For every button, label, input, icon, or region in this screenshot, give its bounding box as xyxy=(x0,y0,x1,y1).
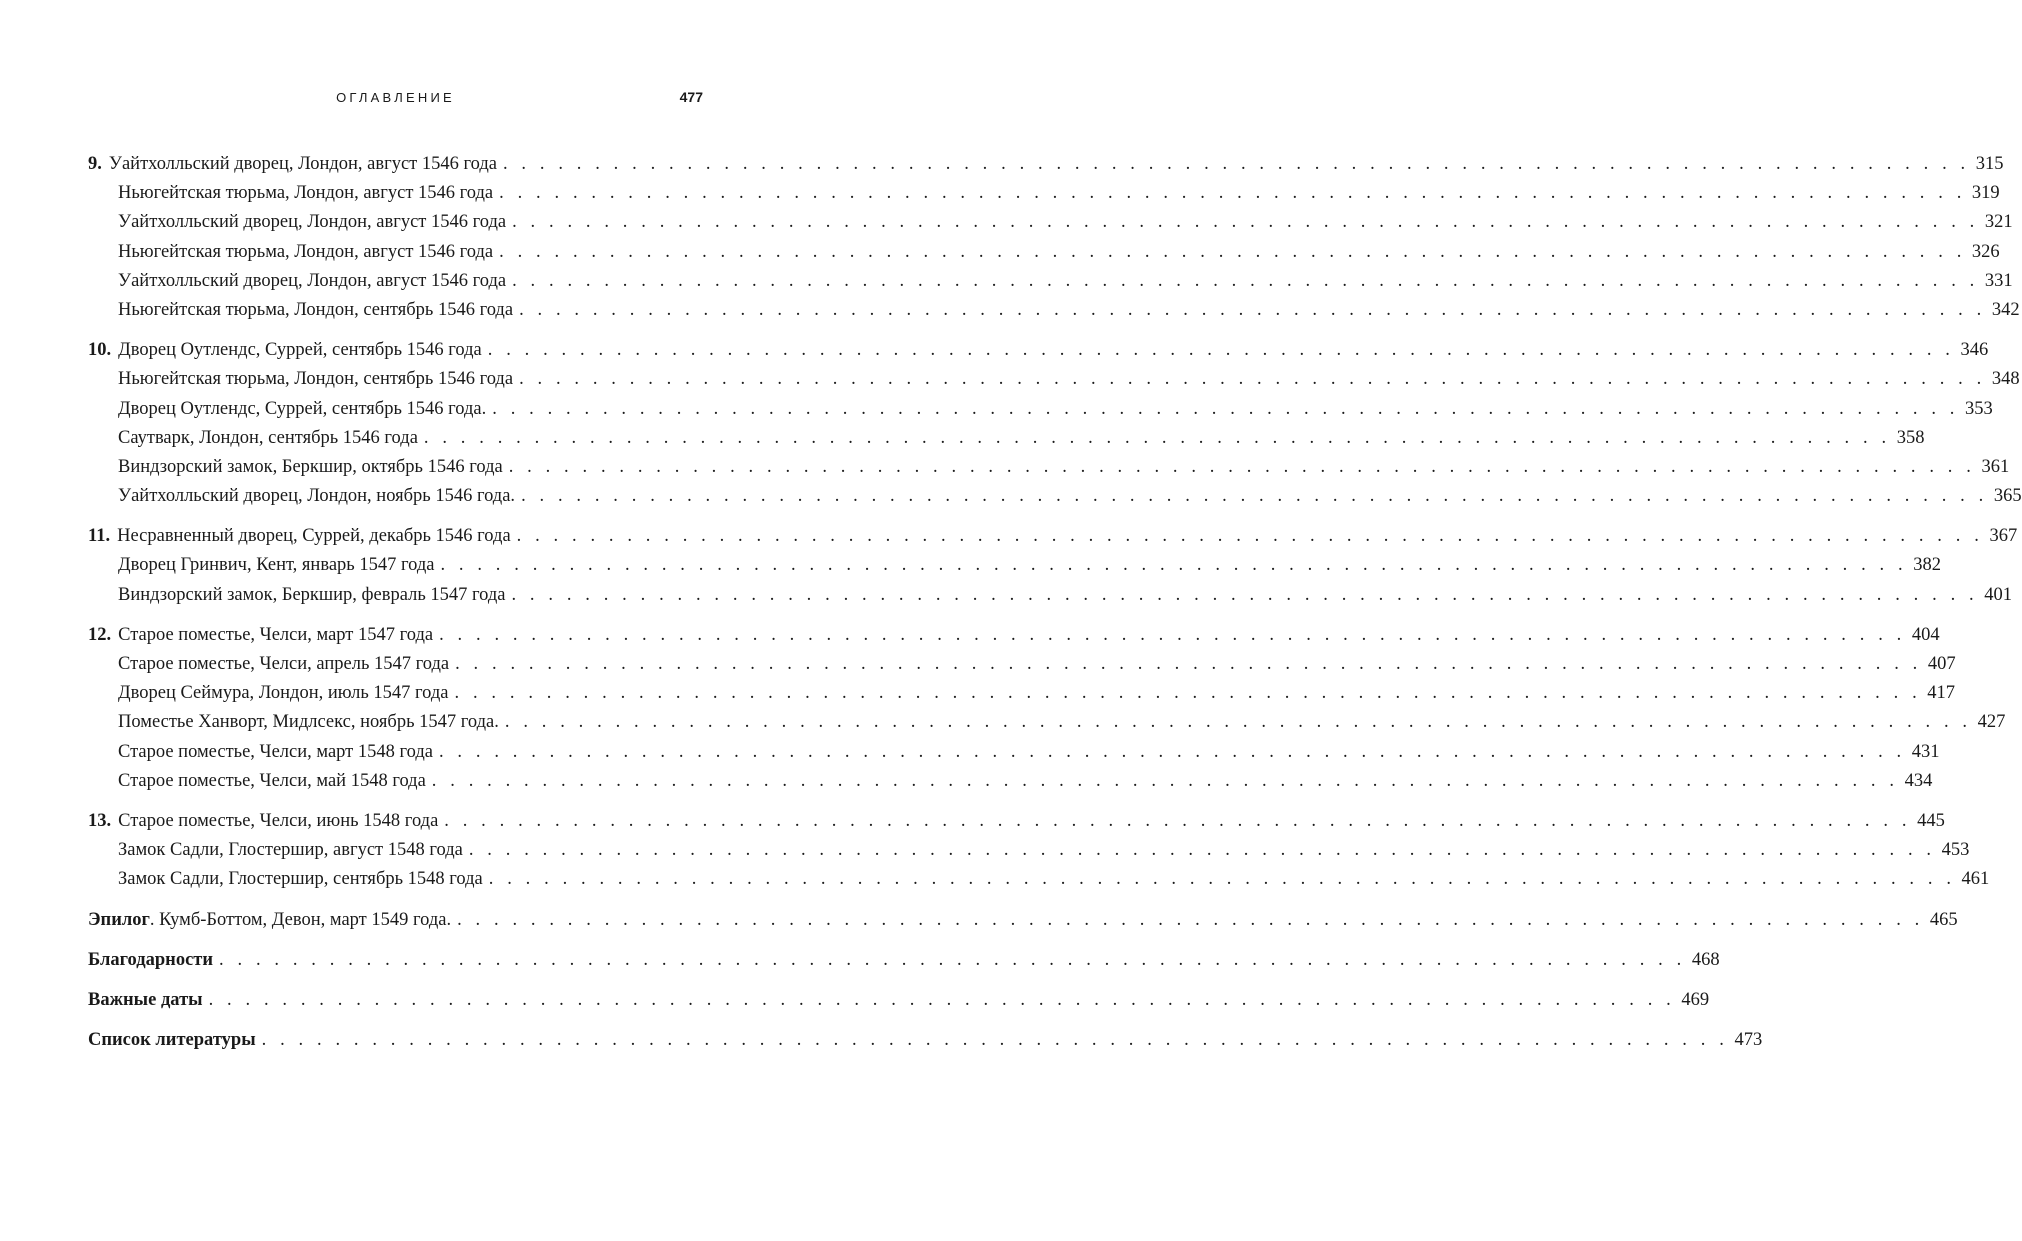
entry-label: Виндзорский замок, Беркшир, октябрь 1546 года xyxy=(118,456,503,477)
chapter-group xyxy=(88,150,2020,325)
dot-leader: . . . . . . . . . . . . . . . . . . . . . . . . . . . . . . . . . . . . . . . . . . . . . . . . . . . . . . . . . . . . . . . . . . . . . . . . . . . . . . . . xyxy=(521,486,1988,507)
entry-label: Старое поместье, Челси, апрель 1547 года xyxy=(118,654,450,674)
entry-page-number: 407 xyxy=(1927,654,1956,674)
dot-leader: . . . . . . . . . . . . . . . . . . . . . . . . . . . . . . . . . . . . . . . . . . . . . . . . . . . . . . . . . . . . . . . . . . . . . . . . . . . . . . . . xyxy=(492,398,1960,419)
subchapter-entry[interactable] xyxy=(88,179,2000,208)
dot-leader: . . . . . . . . . . . . . . . . . . . . . . . . . . . . . . . . . . . . . . . . . . . . . . . . . . . . . . . . . . . . . . . . . . . . . . . . . . . . . . . . xyxy=(499,183,1966,204)
dot-leader: . . . . . . . . . . . . . . . . . . . . . . . . . . . . . . . . . . . . . . . . . . . . . . . . . . . . . . . . . . . . . . . . . . . . . . . . . . . . . . . . xyxy=(439,624,1906,645)
subchapter-entry[interactable] xyxy=(88,296,2020,325)
entry-page-number: 382 xyxy=(1913,555,1941,576)
dot-leader: . . . . . . . . . . . . . . . . . . . . . . . . . . . . . . . . . . . . . . . . . . . . . . . . . . . . . . . . . . . . . . . . . . . . . . . . . . . . . . . . xyxy=(519,369,1986,390)
subchapter-entry[interactable] xyxy=(88,395,1993,424)
subchapter-entry[interactable] xyxy=(88,708,2006,737)
entry-label: Уайтхолльский дворец, Лондон, август 1546 года xyxy=(108,154,497,174)
dot-leader: . . . . . . . . . . . . . . . . . . . . . . . . . . . . . . . . . . . . . . . . . . . . . . . . . . . . . . . . . . . . . . . . . . . . . . . . . . . . . . . . xyxy=(457,909,1924,930)
dot-leader: . . . . . . . . . . . . . . . . . . . . . . . . . . . . . . . . . . . . . . . . . . . . . . . . . . . . . . . . . . . . . . . . . . . . . . . . . . . . . . . . xyxy=(508,456,1976,477)
subchapter-entry[interactable] xyxy=(88,267,2013,296)
chapter-group xyxy=(88,807,1990,895)
entry-page-number: 417 xyxy=(1927,683,1956,704)
dot-leader: . . . . . . . . . . . . . . . . . . . . . . . . . . . . . . . . . . . . . . . . . . . . . . . . . . . . . . . . . . . . . . . . . . . . . . . . . . . . . . . . xyxy=(440,555,1908,576)
entry-page-number: 321 xyxy=(1984,212,2013,233)
entry-page-number: 342 xyxy=(1991,299,2020,320)
back-matter-group xyxy=(88,986,1710,1015)
dot-leader: . . . . . . . . . . . . . . . . . . . . . . . . . . . . . . . . . . . . . . . . . . . . . . . . . . . . . . . . . . . . . . . . . . . . . . . . . . . . . . . . xyxy=(468,840,1936,861)
subchapter-entry[interactable] xyxy=(88,238,2000,267)
page-header xyxy=(88,90,703,110)
chapter-number: 9. xyxy=(88,154,102,174)
entry-page-number: 445 xyxy=(1917,810,1945,831)
chapter-group xyxy=(88,522,2018,610)
entry-page-number: 473 xyxy=(1734,1030,1763,1051)
epilogue-page: 465 xyxy=(1929,909,1958,930)
dot-leader: . . . . . . . . . . . . . . . . . . . . . . . . . . . . . . . . . . . . . . . . . . . . . . . . . . . . . . . . . . . . . . . . . . . . . . . . . . . . . . . . xyxy=(511,584,1979,605)
subchapter-entry[interactable] xyxy=(88,738,1940,767)
entry-label: Старое поместье, Челси, март 1548 года xyxy=(118,741,433,762)
chapter-heading-entry[interactable] xyxy=(88,807,1945,836)
entry-page-number: 367 xyxy=(1989,526,2018,547)
dot-leader: . . . . . . . . . . . . . . . . . . . . . . . . . . . . . . . . . . . . . . . . . . . . . . . . . . . . . . . . . . . . . . . . . . . . . . . . . . . . . . . . xyxy=(431,770,1899,791)
dot-leader: . . . . . . . . . . . . . . . . . . . . . . . . . . . . . . . . . . . . . . . . . . . . . . . . . . . . . . . . . . . . . . . . . . . . . . . . . . . . . . . . xyxy=(454,683,1922,704)
dot-leader: . . . . . . . . . . . . . . . . . . . . . . . . . . . . . . . . . . . . . . . . . . . . . . . . . . . . . . . . . . . . . . . . . . . . . . . . . . . . . . . . xyxy=(502,154,1970,174)
dot-leader: . . . . . . . . . . . . . . . . . . . . . . . . . . . . . . . . . . . . . . . . . . . . . . . . . . . . . . . . . . . . . . . . . . . . . . . . . . . . . . . . xyxy=(444,810,1912,831)
entry-page-number: 434 xyxy=(1904,770,1933,791)
entry-label: Замок Садли, Глостершир, август 1548 года xyxy=(118,840,463,861)
epilogue-entry[interactable] xyxy=(88,906,1958,935)
entry-page-number: 431 xyxy=(1911,741,1940,762)
dot-leader: . . . . . . . . . . . . . . . . . . . . . . . . . . . . . . . . . . . . . . . . . . . . . . . . . . . . . . . . . . . . . . . . . . . . . . . . . . . . . . . . xyxy=(423,427,1891,448)
chapter-number: 10. xyxy=(88,340,112,361)
entry-label: Благодарности xyxy=(88,949,214,970)
chapter-heading-entry[interactable] xyxy=(88,150,2004,179)
subchapter-entry[interactable] xyxy=(88,551,1941,580)
dot-leader: . . . . . . . . . . . . . . . . . . . . . . . . . . . . . . . . . . . . . . . . . . . . . . . . . . . . . . . . . . . . . . . . . . . . . . . . . . . . . . . . xyxy=(519,299,1986,320)
subchapter-entry[interactable] xyxy=(88,767,1933,796)
dot-leader: . . . . . . . . . . . . . . . . . . . . . . . . . . . . . . . . . . . . . . . . . . . . . . . . . . . . . . . . . . . . . . . . . . . . . . . . . . . . . . . . xyxy=(487,340,1955,361)
entry-page-number: 361 xyxy=(1981,456,2010,477)
entry-label: Саутварк, Лондон, сентябрь 1546 года xyxy=(118,427,418,448)
entry-page-number: 453 xyxy=(1941,840,1970,861)
entry-label: Уайтхолльский дворец, Лондон, ноябрь 1546 года. xyxy=(118,486,516,507)
entry-label: Уайтхолльский дворец, Лондон, август 1546 года xyxy=(118,270,507,291)
chapter-heading-entry[interactable] xyxy=(88,336,1989,365)
subchapter-entry[interactable] xyxy=(88,679,1956,708)
entry-page-number: 326 xyxy=(1971,241,2000,262)
entry-page-number: 348 xyxy=(1991,369,2020,390)
entry-label: Дворец Оутлендс, Суррей, сентябрь 1546 года xyxy=(118,340,482,361)
entry-label: Ньюгейтская тюрьма, Лондон, сентябрь 1546 года xyxy=(118,369,514,390)
back-matter-group xyxy=(88,946,1720,975)
entry-page-number: 468 xyxy=(1691,949,1720,970)
dot-leader: . . . . . . . . . . . . . . . . . . . . . . . . . . . . . . . . . . . . . . . . . . . . . . . . . . . . . . . . . . . . . . . . . . . . . . . . . . . . . . . . xyxy=(455,654,1922,674)
back-matter-entry[interactable] xyxy=(88,1026,1763,1055)
table-of-contents xyxy=(88,150,2022,1066)
entry-label: Дворец Гринвич, Кент, январь 1547 года xyxy=(118,555,435,576)
page-title: ОГЛАВЛЕНИЕ xyxy=(336,90,455,105)
entry-page-number: 404 xyxy=(1911,624,1940,645)
dot-leader: . . . . . . . . . . . . . . . . . . . . . . . . . . . . . . . . . . . . . . . . . . . . . . . . . . . . . . . . . . . . . . . . . . . . . . . . . . . . . . . . xyxy=(504,712,1972,733)
entry-label: Старое поместье, Челси, июнь 1548 года xyxy=(118,810,439,831)
entry-label: Замок Садли, Глостершир, сентябрь 1548 года xyxy=(118,869,483,890)
entry-label: Несравненный дворец, Суррей, декабрь 1546 года xyxy=(117,526,511,547)
entry-page-number: 358 xyxy=(1896,427,1925,448)
entry-label: Поместье Ханворт, Мидлсекс, ноябрь 1547 года. xyxy=(118,712,499,733)
subchapter-entry[interactable] xyxy=(88,836,1970,865)
dot-leader: . . . . . . . . . . . . . . . . . . . . . . . . . . . . . . . . . . . . . . . . . . . . . . . . . . . . . . . . . . . . . . . . . . . . . . . . . . . . . . . . xyxy=(512,212,1979,233)
entry-label: Виндзорский замок, Беркшир, февраль 1547 года xyxy=(118,584,506,605)
entry-label: Старое поместье, Челси, март 1547 года xyxy=(118,624,434,645)
entry-page-number: 331 xyxy=(1984,270,2013,291)
subchapter-entry[interactable] xyxy=(88,424,1925,453)
entry-label: Ньюгейтская тюрьма, Лондон, август 1546 года xyxy=(118,183,494,204)
entry-page-number: 319 xyxy=(1971,183,2000,204)
entry-label: Список литературы xyxy=(88,1030,256,1051)
entry-label: Дворец Сеймура, Лондон, июль 1547 года xyxy=(118,683,449,704)
dot-leader: . . . . . . . . . . . . . . . . . . . . . . . . . . . . . . . . . . . . . . . . . . . . . . . . . . . . . . . . . . . . . . . . . . . . . . . . . . . . . . . . xyxy=(488,869,1956,890)
chapter-number: 12. xyxy=(88,624,112,645)
dot-leader: . . . . . . . . . . . . . . . . . . . . . . . . . . . . . . . . . . . . . . . . . . . . . . . . . . . . . . . . . . . . . . . . . . . . . . . . . . . . . . . . xyxy=(261,1030,1729,1051)
page-number: 477 xyxy=(679,89,703,105)
dot-leader: . . . . . . . . . . . . . . . . . . . . . . . . . . . . . . . . . . . . . . . . . . . . . . . . . . . . . . . . . . . . . . . . . . . . . . . . . . . . . . . . xyxy=(219,949,1686,970)
entry-page-number: 346 xyxy=(1960,340,1989,361)
entry-page-number: 461 xyxy=(1961,869,1990,890)
entry-page-number: 353 xyxy=(1965,398,1993,419)
entry-label: Уайтхолльский дворец, Лондон, август 1546 года xyxy=(118,212,507,233)
back-matter-list xyxy=(88,946,1763,1056)
epilogue-label: Эпилог xyxy=(88,909,150,930)
dot-leader: . . . . . . . . . . . . . . . . . . . . . . . . . . . . . . . . . . . . . . . . . . . . . . . . . . . . . . . . . . . . . . . . . . . . . . . . . . . . . . . . xyxy=(438,741,1906,762)
entry-label: Старое поместье, Челси, май 1548 года xyxy=(118,770,426,791)
entry-page-number: 401 xyxy=(1984,584,2013,605)
dot-leader: . . . . . . . . . . . . . . . . . . . . . . . . . . . . . . . . . . . . . . . . . . . . . . . . . . . . . . . . . . . . . . . . . . . . . . . . . . . . . . . . xyxy=(499,241,1966,262)
chapter-heading-entry[interactable] xyxy=(88,621,1940,650)
entry-label: Важные даты xyxy=(88,989,203,1010)
entry-label: Ньюгейтская тюрьма, Лондон, август 1546 года xyxy=(118,241,494,262)
chapter-list xyxy=(88,150,2022,895)
entry-page-number: 315 xyxy=(1975,154,2004,174)
dot-leader: . . . . . . . . . . . . . . . . . . . . . . . . . . . . . . . . . . . . . . . . . . . . . . . . . . . . . . . . . . . . . . . . . . . . . . . . . . . . . . . . xyxy=(208,989,1676,1010)
dot-leader: . . . . . . . . . . . . . . . . . . . . . . . . . . . . . . . . . . . . . . . . . . . . . . . . . . . . . . . . . . . . . . . . . . . . . . . . . . . . . . . . xyxy=(512,270,1979,291)
subchapter-entry[interactable] xyxy=(88,581,2013,610)
subchapter-entry[interactable] xyxy=(88,865,1990,894)
dot-leader: . . . . . . . . . . . . . . . . . . . . . . . . . . . . . . . . . . . . . . . . . . . . . . . . . . . . . . . . . . . . . . . . . . . . . . . . . . . . . . . . xyxy=(516,526,1984,547)
entry-page-number: 365 xyxy=(1993,486,2022,507)
back-matter-entry[interactable] xyxy=(88,986,1710,1015)
subchapter-entry[interactable] xyxy=(88,208,2013,237)
epilogue-title: . Кумб-Боттом, Девон, март 1549 года. xyxy=(149,909,452,930)
chapter-group xyxy=(88,621,2006,796)
subchapter-entry[interactable] xyxy=(88,650,1956,679)
chapter-group xyxy=(88,336,2022,511)
entry-page-number: 427 xyxy=(1977,712,2006,733)
entry-label: Ньюгейтская тюрьма, Лондон, сентябрь 1546 года xyxy=(118,299,514,320)
subchapter-entry[interactable] xyxy=(88,453,2010,482)
subchapter-entry[interactable] xyxy=(88,482,2022,511)
chapter-number: 13. xyxy=(88,810,112,831)
chapter-heading-entry[interactable] xyxy=(88,522,2018,551)
subchapter-entry[interactable] xyxy=(88,365,2020,394)
back-matter-entry[interactable] xyxy=(88,946,1720,975)
entry-page-number: 469 xyxy=(1681,989,1710,1010)
chapter-number: 11. xyxy=(88,526,111,547)
back-matter-group xyxy=(88,1026,1763,1055)
entry-label: Дворец Оутлендс, Суррей, сентябрь 1546 года. xyxy=(118,398,487,419)
